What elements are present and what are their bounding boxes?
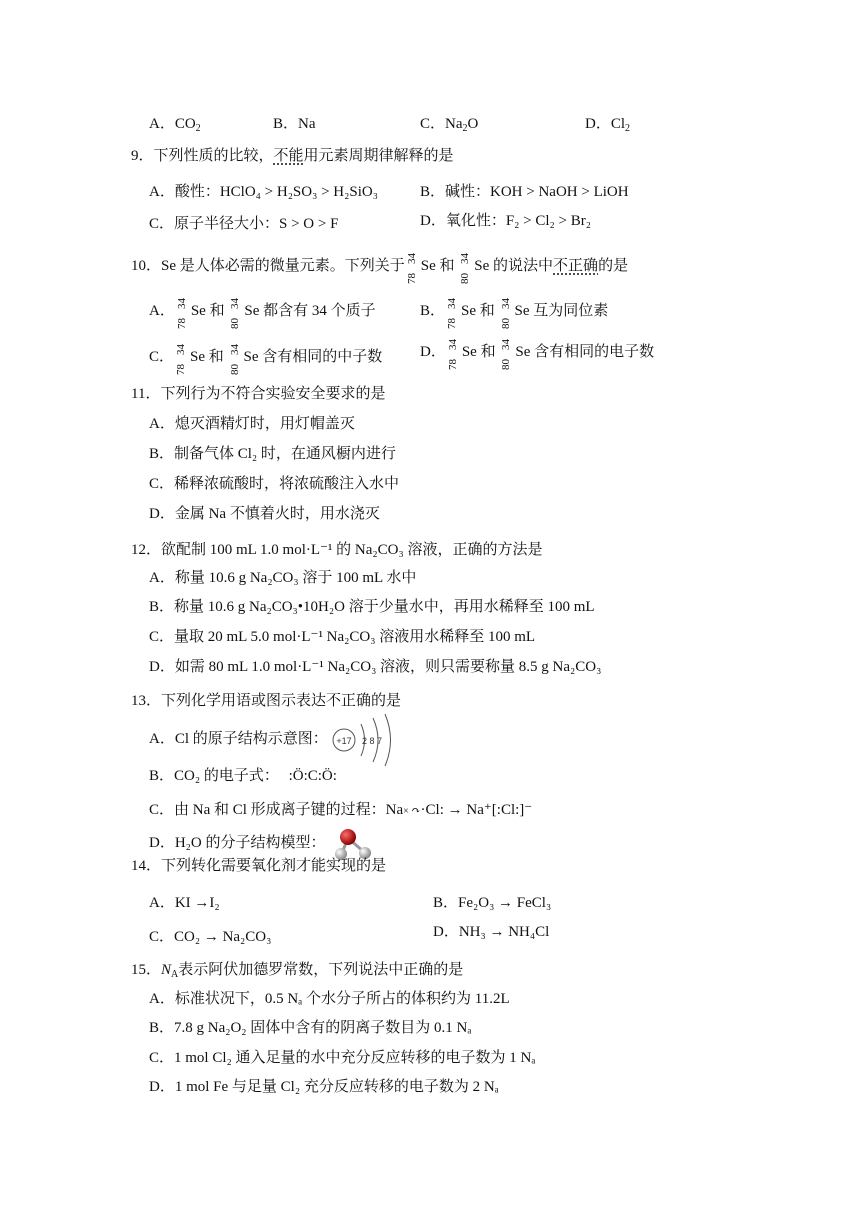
q12-stem: 12．欲配制 100 mL 1.0 mol·L⁻¹ 的 Na₂CO₃ 溶液，正确的方法是 (131, 542, 543, 558)
q10-option-b: B． 78 34 Se 和 80 34 Se 互为同位素 (420, 298, 609, 329)
q14-option-b: B．Fe₂O₃ → FeCl₃ (433, 895, 552, 911)
q8-option-c: C．$Na_2O$ (420, 116, 479, 134)
q15-option-c: C．1 mol Cl₂ 通入足量的水中充分反应转移的电子数为 1 Nₐ (149, 1050, 536, 1066)
shell-arc-3 (385, 714, 391, 766)
co2-electron-formula: :Ö:C:Ö: (288, 768, 337, 784)
q14-stem: 14．下列转化需要氧化剂才能实现的是 (131, 858, 387, 874)
q11-option-b: B．制备气体 Cl₂ 时，在通风橱内进行 (149, 446, 396, 462)
q14-option-a: A．KI →I₂ (149, 895, 220, 911)
q9-option-b: B．碱性：KOH > NaOH > LiOH (420, 184, 629, 200)
q8-option-a: A．$CO_2$ (149, 116, 201, 134)
q13-option-a: A．Cl 的原子结构示意图： (149, 731, 328, 747)
isotope-78se: 78 34 (405, 253, 418, 284)
q10-stem: 10．Se 是人体必需的微量元素。下列关于 78 34 Se 和 80 34 Se 的说法中不正确的是 (131, 250, 628, 284)
q13-stem: 13．下列化学用语或图示表达不正确的是 (131, 693, 402, 709)
q9-option-a: A．酸性：HClO₄ > H₂SO₃ > H₂SiO₃ (149, 184, 378, 200)
q9-option-d: D．氧化性：F₂ > Cl₂ > Br₂ (420, 213, 591, 229)
q15-option-a: A．标准状况下，0.5 Nₐ 个水分子所占的体积约为 11.2L (149, 991, 510, 1007)
q15-option-d: D．1 mol Fe 与足量 Cl₂ 充分反应转移的电子数为 2 Nₐ (149, 1079, 499, 1095)
q11-option-c: C．稀释浓硫酸时，将浓硫酸注入水中 (149, 476, 400, 492)
q15-stem: 15．$N_A$表示阿伏加德罗常数，下列说法中正确的是 (131, 962, 464, 980)
isotope-80se: 80 34 (459, 253, 472, 284)
q10-option-c: C． 78 34 Se 和 80 34 Se 含有相同的中子数 (149, 344, 383, 375)
q9-stem: 9．下列性质的比较，不能用元素周期律解释的是 (131, 148, 454, 164)
cl-atom-structure-diagram (328, 712, 398, 770)
q9-option-c: C．原子半径大小：S > O > F (149, 216, 339, 232)
q12-option-c: C．量取 20 mL 5.0 mol·L⁻¹ Na₂CO₃ 溶液用水稀释至 100 mL (149, 629, 536, 645)
curved-arrow-icon: ↷ (411, 805, 421, 817)
q12-option-a: A．称量 10.6 g Na₂CO₃ 溶于 100 mL 水中 (149, 570, 417, 586)
oxygen-atom (340, 829, 356, 845)
q8-option-b: B．Na (273, 116, 316, 132)
q14-option-c: C．CO₂ → Na₂CO₃ (149, 929, 272, 945)
q13-option-d: D．H₂O 的分子结构模型： (149, 835, 326, 851)
q8-option-d: D．$Cl_2$ (585, 116, 631, 134)
q13-option-c: C．由 Na 和 Cl 形成离子键的过程：Na× ↷·Cl: → Na⁺[:Cl:]⁻ (149, 802, 533, 818)
nucleus-charge: +17 (336, 736, 352, 746)
q14-option-d: D．NH₃ → NH₄Cl (433, 924, 550, 940)
q12-option-d: D．如需 80 mL 1.0 mol·L⁻¹ Na₂CO₃ 溶液，则只需要称量 8.5 g Na₂CO₃ (149, 659, 602, 675)
q10-option-a: A． 78 34 Se 和 80 34 Se 都含有 34 个质子 (149, 298, 376, 329)
q12-option-b: B．称量 10.6 g Na₂CO₃•10H₂O 溶于少量水中，再用水稀释至 100 mL (149, 599, 595, 615)
q10-option-d: D． 78 34 Se 和 80 34 Se 含有相同的电子数 (420, 339, 655, 370)
shell-electrons: 2 8 7 (362, 736, 383, 746)
q15-option-b: B．7.8 g Na₂O₂ 固体中含有的阴离子数目为 0.1 Nₐ (149, 1020, 472, 1036)
q11-stem: 11．下列行为不符合实验安全要求的是 (131, 386, 386, 402)
q11-option-d: D．金属 Na 不慎着火时，用水浇灭 (149, 506, 380, 522)
q13-option-b: B．CO₂ 的电子式： :Ö:C:Ö: (149, 768, 337, 784)
q11-option-a: A．熄灭酒精灯时，用灯帽盖灭 (149, 416, 355, 432)
